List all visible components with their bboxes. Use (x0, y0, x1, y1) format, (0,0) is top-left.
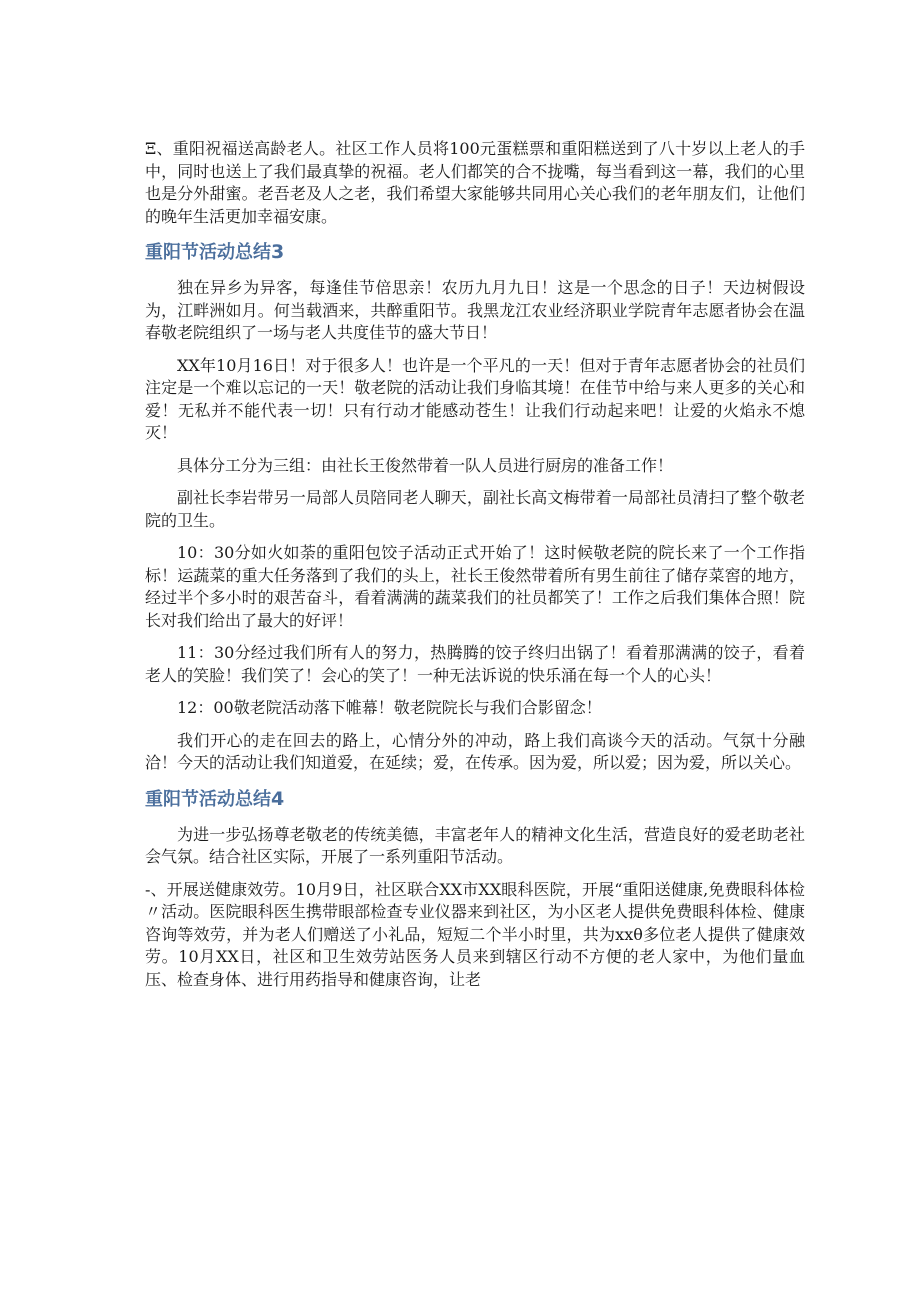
paragraph-health-service: -、开展送健康效劳。10月9日，社区联合XX市XX眼科医院，开展“重阳送健康,免费眼科体检〃活动。医院眼科医生携带眼部检查专业仪器来到社区，为小区老人提供免费眼科体检、健康咨询等效劳，并为老人们赠送了小礼品，短短二个半小时里，共为xxθ多位老人提供了健康效劳。10月XX日，社区和卫生效劳站医务人员来到辖区行动不方便的老人家中，为他们量血压、检查身体、进行用药指导和健康咨询，让老 (145, 879, 805, 989)
section-heading-4 (145, 787, 805, 812)
paragraph: 副社长李岩带另一局部人员陪同老人聊天，副社长高文梅带着一局部社员清扫了整个敬老院的卫生。 (145, 488, 805, 530)
paragraph: 独在异乡为异客，每逢佳节倍思亲！农历九月九日！这是一个思念的日子！天边树假设为，江畔洲如月。何当载酒来，共醉重阳节。我黑龙江农业经济职业学院青年志愿者协会在温春敬老院组织了一场与老人共度佳节的盛大节日！ (145, 278, 805, 342)
section-heading-4-title: 重阳节活动总结 (145, 788, 271, 810)
paragraph: 具体分工分为三组：由社长王俊然带着一队人员进行厨房的准备工作！ (177, 455, 674, 475)
paragraph: XX年10月16日！对于很多人！也许是一个平凡的一天！但对于青年志愿者协会的社员们注定是一个难以忘记的一天！敬老院的活动让我们身临其境！在佳节中给与来人更多的关心和爱！无私并不能代表一切！只有行动才能感动苍生！让我们行动起来吧！让爱的火焰永不熄灭！ (145, 355, 805, 442)
document-page (145, 138, 805, 1001)
paragraph-intro: 为进一步弘扬尊老敬老的传统美德，丰富老年人的精神文化生活，营造良好的爱老助老社会气氛。结合社区实际，开展了一系列重阳节活动。 (145, 824, 805, 866)
paragraph-blessing-elderly: Ξ、重阳祝福送高龄老人。社区工作人员将100元蛋糕票和重阳糕送到了八十岁以上老人的手中，同时也送上了我们最真挚的祝福。老人们都笑的合不拢嘴，每当看到这一幕，我们的心里也是分外甜蜜。老吾老及人之老，我们希望大家能够共同用心关心我们的老年朋友们，让他们的晚年生活更加幸福安康。 (145, 139, 805, 226)
paragraph: 我们开心的走在回去的路上，心情分外的冲动，路上我们高谈今天的活动。气氛十分融洽！今天的活动让我们知道爱，在延续；爱，在传承。因为爱，所以爱；因为爱，所以关心。 (145, 730, 805, 772)
paragraph: 11：30分经过我们所有人的努力，热腾腾的饺子终归出锅了！看着那满满的饺子，看着老人的笑脸！我们笑了！会心的笑了！一种无法诉说的快乐涌在每一个人的心头！ (145, 643, 805, 685)
section-heading-3-title: 重阳节活动总结 (145, 242, 271, 263)
section-heading-3-number: 3 (271, 241, 285, 263)
paragraph: 10：30分如火如荼的重阳包饺子活动正式开始了！这时候敬老院的院长来了一个工作指标！运蔬菜的重大任务落到了我们的头上，社长王俊然带着所有男生前往了储存菜窖的地方，经过半个多小时的艰苦奋斗，看着满满的蔬菜我们的社员都笑了！工作之后我们集体合照！院长对我们给出了最大的好评！ (145, 543, 805, 630)
paragraph: 12：00敬老院活动落下帷幕！敬老院院长与我们合影留念！ (177, 698, 602, 717)
section-heading-3 (145, 240, 805, 265)
section-heading-4-number: 4 (271, 787, 285, 810)
